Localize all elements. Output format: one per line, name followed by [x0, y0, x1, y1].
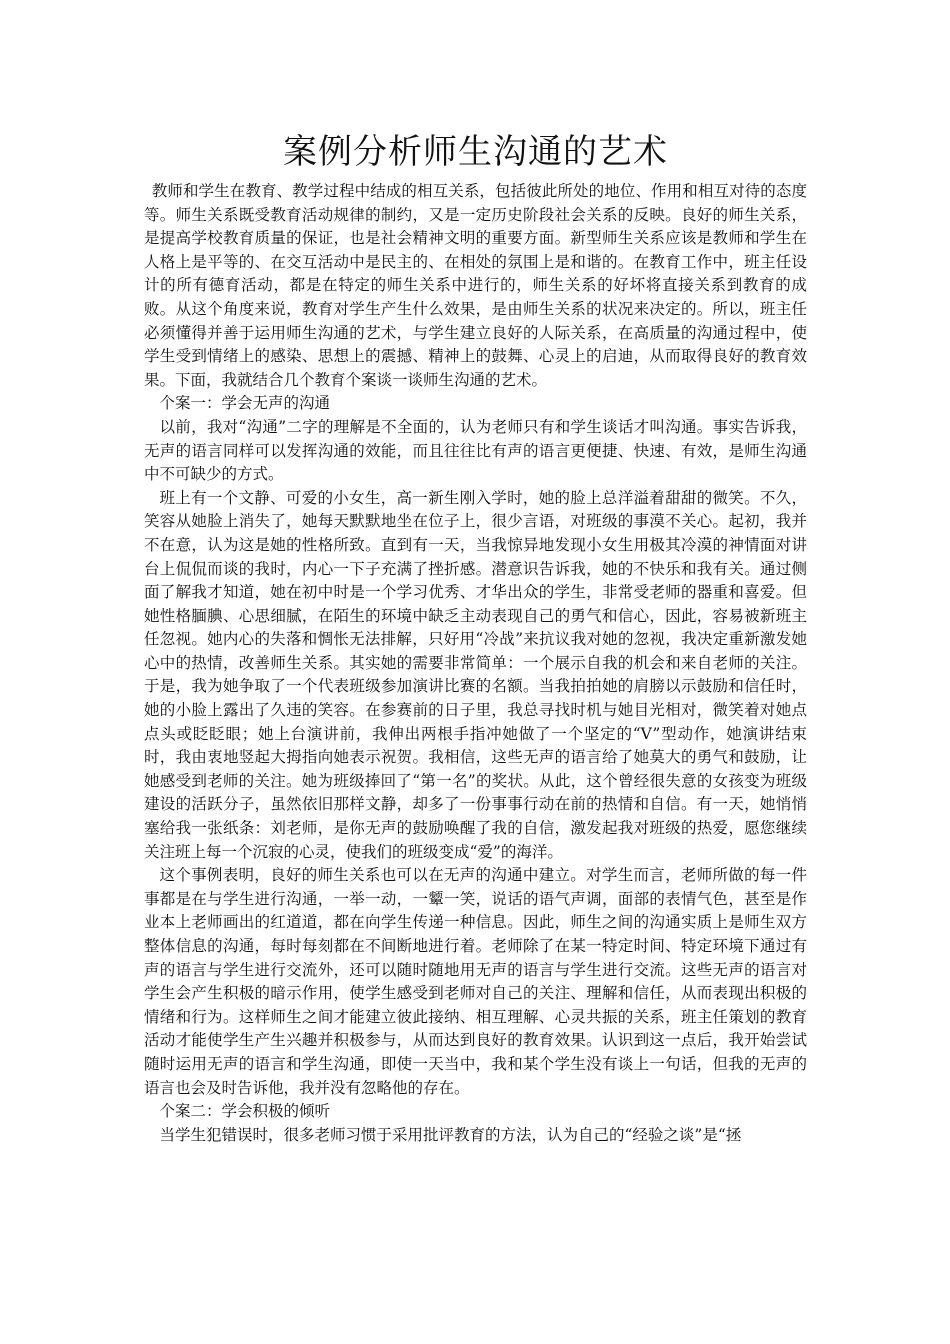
document-title: 案例分析师生沟通的艺术	[283, 132, 668, 172]
case1-heading: 个案一：学会无声的沟通	[159, 394, 331, 413]
intro-paragraph: 教师和学生在教育、教学过程中结成的相互关系，包括彼此所处的地位、作用和相互对待的态度等。师生关系既受教育活动规律的制约，又是一定历史阶段社会关系的反映。良好的师生关系，是提高学校教育质量的保证，也是社会精神文明的重要方面。新型师生关系应该是教师和学生在人格上是平等的、在交互活动中是民主的、在相处的氛围上是和谐的。在教育工作中，班主任设计的所有德育活动，都是在特定的师生关系中进行的，师生关系的好坏将直接关系到教育的成败。从这个角度来说，教育对学生产生什么效果，是由师生关系的状况来决定的。所以，班主任必须懂得并善于运用师生沟通的艺术，与学生建立良好的人际关系，在高质量的沟通过程中，使学生受到情绪上的感染、思想上的震撼、精神上的鼓舞、心灵上的启迪，从而取得良好的教育效果。下面，我就结合几个教育个案谈一谈师生沟通的艺术。	[144, 182, 807, 389]
case1-paragraph-1: 以前，我对“沟通”二字的理解是不全面的，认为老师只有和学生谈话才叫沟通。事实告诉我，无声的语言同样可以发挥沟通的效能，而且往往比有声的语言更便捷、快速、有效，是师生沟通中不可缺少的方式。	[144, 417, 807, 484]
case1-paragraph-2: 班上有一个文静、可爱的小女生，高一新生刚入学时，她的脸上总洋溢着甜甜的微笑。不久，笑容从她脸上消失了，她每天默默地坐在位子上，很少言语，对班级的事漠不关心。起初，我并不在意，认为这是她的性格所致。直到有一天，当我惊异地发现小女生用极其冷漠的神情面对讲台上侃侃而谈的我时，内心一下子充满了挫折感。潜意识告诉我，她的不快乐和我有关。通过侧面了解我才知道，她在初中时是一个学习优秀、才华出众的学生，非常受老师的器重和喜爱。但她性格腼腆、心思细腻，在陌生的环境中缺乏主动表现自己的勇气和信心，因此，容易被新班主任忽视。她内心的失落和惆怅无法排解，只好用“冷战”来抗议我对她的忽视，我决定重新激发她心中的热情，改善师生关系。其实她的需要非常简单：一个展示自我的机会和来自老师的关注。于是，我为她争取了一个代表班级参加演讲比赛的名额。当我拍拍她的肩膀以示鼓励和信任时，她的小脸上露出了久违的笑容。在参赛前的日子里，我总寻找时机与她目光相对，微笑着对她点点头或眨眨眼；她上台演讲前，我伸出两根手指冲她做了一个坚定的“V”型动作，她演讲结束时，我由衷地竖起大拇指向她表示祝贺。我相信，这些无声的语言给了她莫大的勇气和鼓励，让她感受到老师的关注。她为班级捧回了“第一名”的奖状。从此，这个曾经很失意的女孩变为班级建设的活跃分子，虽然依旧那样文静，却多了一份事事行动在前的热情和自信。有一天，她悄悄塞给我一张纸条：刘老师，是你无声的鼓励唤醒了我的自信，激发起我对班级的热爱，愿您继续关注班上每一个沉寂的心灵，使我们的班级变成“爱”的海洋。	[144, 488, 807, 861]
document-page	[144, 130, 807, 1147]
case1-paragraph-3: 这个事例表明，良好的师生关系也可以在无声的沟通中建立。对学生而言，老师所做的每一件事都是在与学生进行沟通，一举一动，一颦一笑，说话的语气声调，面部的表情气色，甚至是作业本上老师画出的红道道，都在向学生传递一种信息。因此，师生之间的沟通实质上是师生双方整体信息的沟通，每时每刻都在不间断地进行着。老师除了在某一特定时间、特定环境下通过有声的语言与学生进行交流外，还可以随时随地用无声的语言与学生进行交流。这些无声的语言对学生会产生积极的暗示作用，使学生感受到老师对自己的关注、理解和信任，从而表现出积极的情绪和行为。这样师生之间才能建立彼此接纳、相互理解、心灵共振的关系，班主任策划的教育活动才能使学生产生兴趣并积极参与，从而达到良好的教育效果。认识到这一点后，我开始尝试随时运用无声的语言和学生沟通，即使一天当中，我和某个学生没有谈上一句话，但我的无声的语言也会及时告诉他，我并没有忽略他的存在。	[144, 866, 807, 1097]
case2-paragraph-1: 当学生犯错误时，很多老师习惯于采用批评教育的方法，认为自己的“经验之谈”是“拯	[159, 1125, 742, 1144]
case2-heading: 个案二：学会积极的倾听	[159, 1102, 331, 1121]
